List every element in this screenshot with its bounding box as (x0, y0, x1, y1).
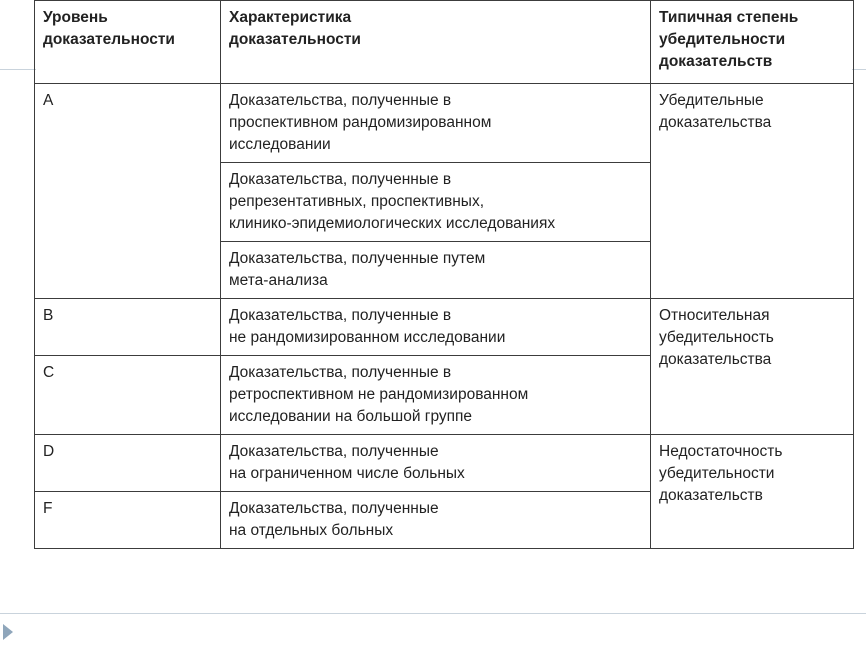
evidence-level-table (34, 0, 854, 549)
description-cell: Доказательства, полученные в репрезентативных, проспективных, клинико-эпидемиологических исследованиях (221, 163, 651, 242)
slide-rule-bottom (0, 613, 866, 614)
description-cell: Доказательства, полученные в проспективном рандомизированном исследовании (221, 84, 651, 163)
level-cell: C (35, 356, 221, 435)
level-cell: D (35, 435, 221, 492)
slide-rule-top-left (0, 69, 36, 70)
description-cell: Доказательства, полученные путем мета-анализа (221, 242, 651, 299)
header-level: Уровень доказательности (35, 1, 221, 84)
table-row (35, 299, 854, 356)
description-cell: Доказательства, полученные в не рандомизированном исследовании (221, 299, 651, 356)
description-cell: Доказательства, полученные в ретроспективном не рандомизированном исследовании на большой группе (221, 356, 651, 435)
slide-rule-top-right (852, 69, 866, 70)
level-cell: F (35, 492, 221, 549)
description-cell: Доказательства, полученные на отдельных больных (221, 492, 651, 549)
strength-cell: Недостаточность убедительности доказательств (651, 435, 854, 549)
table-row (35, 84, 854, 163)
description-cell: Доказательства, полученные на ограниченном числе больных (221, 435, 651, 492)
strength-cell: Убедительные доказательства (651, 84, 854, 299)
triangle-right-icon (3, 624, 13, 640)
table-header-row (35, 1, 854, 84)
level-cell: B (35, 299, 221, 356)
level-cell: A (35, 84, 221, 299)
header-characteristic: Характеристика доказательности (221, 1, 651, 84)
header-strength: Типичная степень убедительности доказательств (651, 1, 854, 84)
table-row (35, 435, 854, 492)
strength-cell: Относительная убедительность доказательства (651, 299, 854, 435)
